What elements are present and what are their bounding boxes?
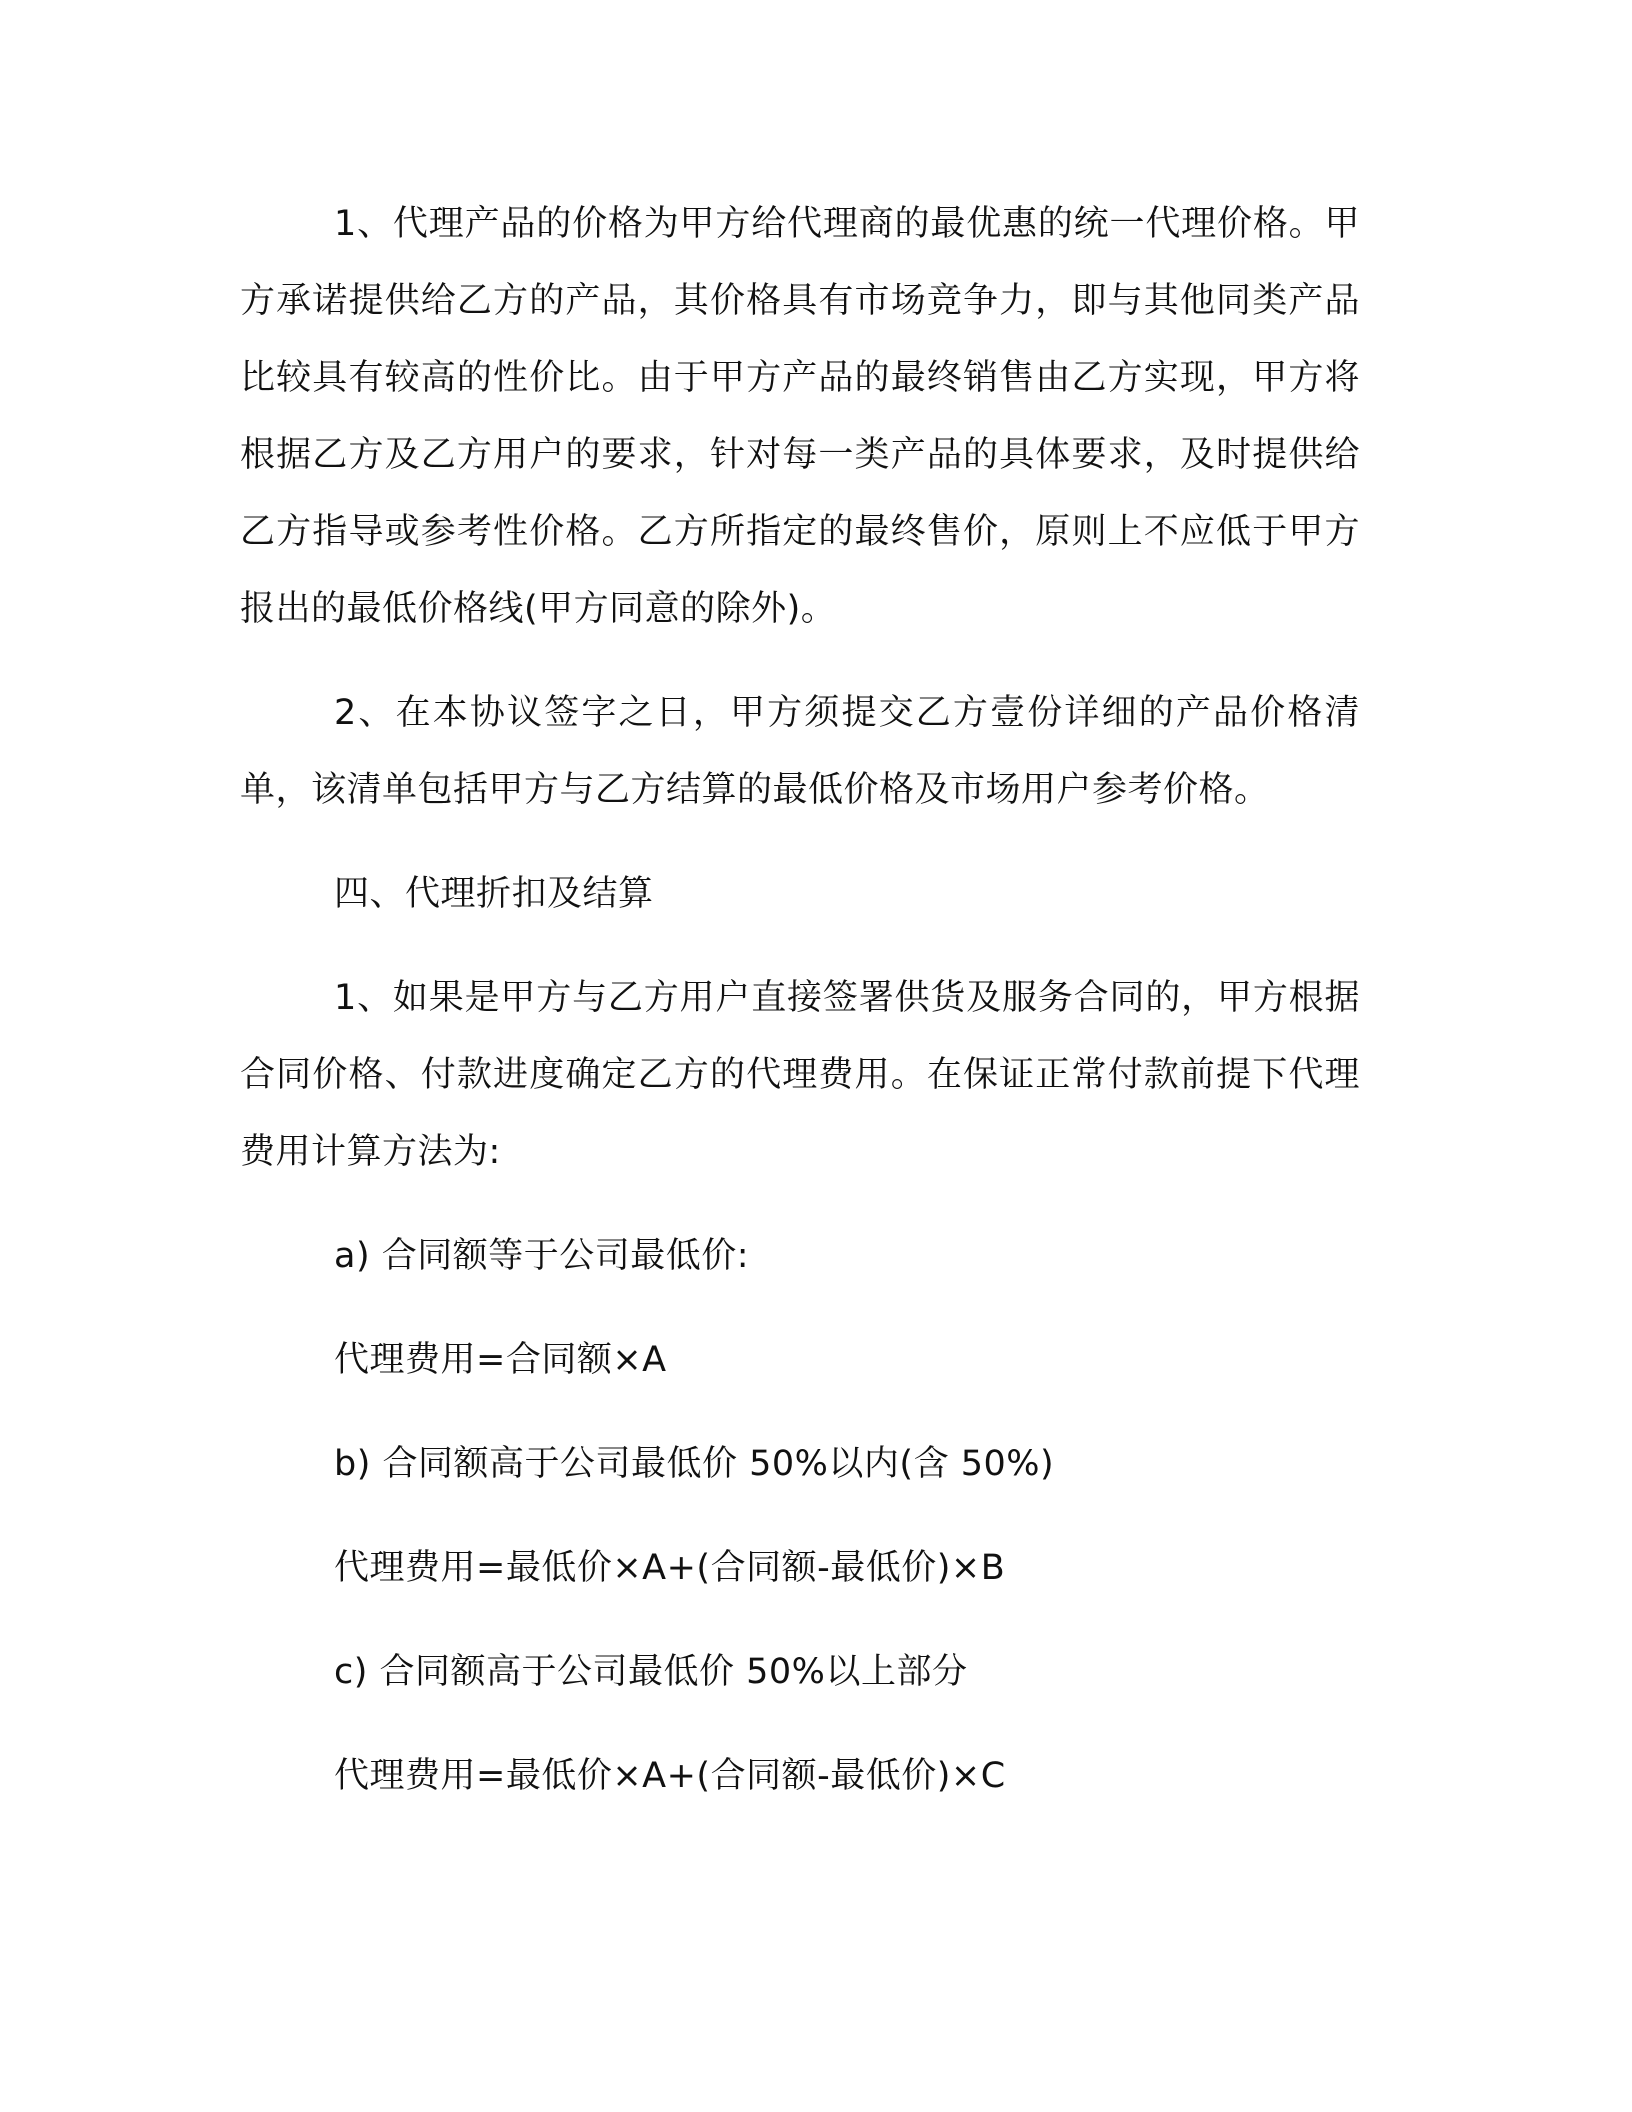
paragraph-price-policy: 1、代理产品的价格为甲方给代理商的最优惠的统一代理价格。甲方承诺提供给乙方的产品，其价格具有市场竞争力，即与其他同类产品比较具有较高的性价比。由于甲方产品的最终销售由乙方实现，甲方将根据乙方及乙方用户的要求，针对每一类产品的具体要求，及时提供给乙方指导或参考性价格。乙方所指定的最终售价，原则上不应低于甲方报出的最低价格线(甲方同意的除外)。 xyxy=(240,204,1360,629)
case-b-label: b) 合同额高于公司最低价 50%以内(含 50%) xyxy=(334,1444,1055,1484)
paragraph-price-list: 2、在本协议签字之日，甲方须提交乙方壹份详细的产品价格清单，该清单包括甲方与乙方结算的最低价格及市场用户参考价格。 xyxy=(240,693,1360,810)
paragraph-agency-fee-method: 1、如果是甲方与乙方用户直接签署供货及服务合同的，甲方根据合同价格、付款进度确定乙方的代理费用。在保证正常付款前提下代理费用计算方法为: xyxy=(240,978,1360,1172)
formula-b: 代理费用=最低价×A+(合同额-最低价)×B xyxy=(334,1548,1006,1588)
formula-c: 代理费用=最低价×A+(合同额-最低价)×C xyxy=(334,1756,1006,1796)
section-heading-discount-settlement: 四、代理折扣及结算 xyxy=(334,874,654,914)
case-c-label: c) 合同额高于公司最低价 50%以上部分 xyxy=(334,1652,968,1692)
case-a-label: a) 合同额等于公司最低价: xyxy=(334,1236,750,1276)
formula-a: 代理费用=合同额×A xyxy=(334,1340,667,1380)
document-body xyxy=(240,186,1360,1842)
